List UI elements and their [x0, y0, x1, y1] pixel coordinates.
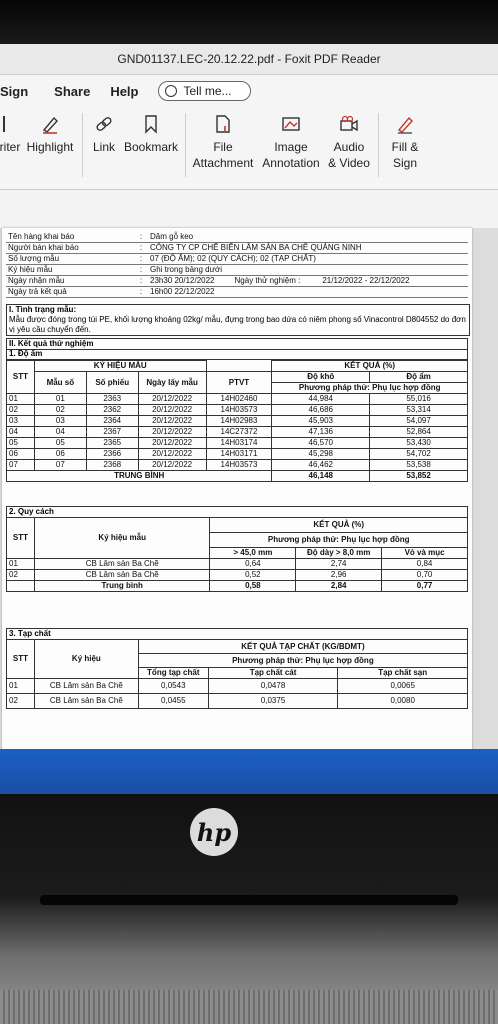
- impurity-cell: 0,0375: [208, 694, 338, 709]
- info-value: [148, 287, 468, 298]
- tool-fill-sign[interactable]: [385, 113, 425, 171]
- info-row: [6, 276, 468, 287]
- test-results-title: II. Kết quả thử nghiệm: [6, 338, 468, 350]
- sample-condition-text: Mẫu được đóng trong túi PE, khối lượng khoảng 02kg/ mẫu, đựng trong bao dứa có niêm phong số Vinacontrol D804552 do đơn vị yêu cầu chuyển đến.: [9, 315, 466, 334]
- t3-col-symbol: Ký hiệu: [34, 640, 138, 679]
- specification-section-title: 2. Quy cách: [6, 506, 468, 518]
- t2-col-length: > 45,0 mm: [210, 548, 296, 559]
- average-label: TRUNG BÌNH: [7, 471, 272, 482]
- tool-bookmark[interactable]: [123, 113, 179, 155]
- impurity-cell: 02: [7, 694, 35, 709]
- moisture-cell: 04: [34, 427, 86, 438]
- col-stt: STT: [7, 361, 35, 394]
- t2-col-result: KẾT QUẢ (%): [210, 518, 468, 533]
- audio-video-icon: [339, 113, 359, 135]
- moisture-cell: 2367: [86, 427, 138, 438]
- col-sample-symbol: KÝ HIỆU MẪU: [34, 361, 206, 372]
- specification-cell: CB Lâm sản Ba Chẽ: [34, 570, 210, 581]
- t3-col-grit: Tạp chất sạn: [338, 668, 468, 679]
- sample-condition-title: I. Tình trạng mẫu:: [9, 305, 77, 314]
- t3-col-result: KẾT QUẢ TẠP CHẤT (KG/BDMT): [138, 640, 467, 654]
- menu-bar: [0, 75, 498, 107]
- file-attachment-icon: [213, 113, 233, 135]
- moisture-cell: 14C27372: [206, 427, 272, 438]
- t3-col-sand: Tạp chất cát: [208, 668, 338, 679]
- window-title: GND01137.LEC-20.12.22.pdf - Foxit PDF Reader: [117, 52, 381, 66]
- t2-col-bark: Vỏ và mục: [382, 548, 468, 559]
- info-value: [148, 254, 468, 265]
- moisture-cell: 02: [34, 405, 86, 416]
- moisture-row: [7, 460, 468, 471]
- info-row: [6, 232, 468, 243]
- speaker-grille: [0, 990, 498, 1024]
- impurity-row: [7, 679, 468, 694]
- info-value-text: Dăm gỗ keo: [150, 232, 194, 241]
- moisture-cell: 14H02983: [206, 416, 272, 427]
- moisture-cell: 55,016: [370, 394, 468, 405]
- tool-file-attachment-label: File Attachment: [192, 140, 254, 170]
- moisture-cell: 03: [34, 416, 86, 427]
- moisture-row: [7, 405, 468, 416]
- test-date-label: Ngày thử nghiệm :: [234, 276, 301, 285]
- info-colon: :: [134, 265, 148, 276]
- tool-link-label: Link: [92, 140, 115, 154]
- t2-col-stt: STT: [7, 518, 35, 559]
- sample-info-table: [6, 232, 468, 298]
- tool-highlight-label: Highlight: [26, 140, 74, 154]
- moisture-cell: 01: [7, 394, 35, 405]
- col-test-method: Phương pháp thử: Phụ lục hợp đồng: [272, 383, 468, 394]
- specification-average-row: [7, 581, 468, 592]
- test-date-value: 21/12/2022 - 22/12/2022: [322, 276, 410, 285]
- average-value: 2,84: [296, 581, 382, 592]
- impurity-cell: 0,0478: [208, 679, 338, 694]
- average-value: 53,852: [370, 471, 468, 482]
- col-sampling-date: Ngày lấy mẫu: [138, 372, 206, 394]
- info-label: Số lượng mẫu: [6, 254, 134, 265]
- average-value: 0,77: [382, 581, 468, 592]
- tool-bookmark-label: Bookmark: [123, 140, 179, 154]
- moisture-cell: 53,314: [370, 405, 468, 416]
- moisture-cell: 54,702: [370, 449, 468, 460]
- ribbon-separator: [185, 113, 186, 177]
- info-row: [6, 254, 468, 265]
- moisture-cell: 20/12/2022: [138, 449, 206, 460]
- moisture-cell: 14H03573: [206, 460, 272, 471]
- moisture-cell: 03: [7, 416, 35, 427]
- moisture-cell: 06: [34, 449, 86, 460]
- moisture-cell: 04: [7, 427, 35, 438]
- impurity-cell: 0,0080: [338, 694, 468, 709]
- tool-fill-sign-label: Fill & Sign: [391, 140, 419, 170]
- tool-highlight[interactable]: [24, 113, 76, 155]
- impurity-cell: 0,0543: [138, 679, 208, 694]
- lightbulb-icon: [165, 85, 177, 97]
- fill-sign-icon: [395, 113, 415, 135]
- col-dryness: Độ khô: [272, 372, 370, 383]
- specification-cell: 02: [7, 570, 35, 581]
- info-value-text: Ghi trong bảng dưới: [150, 265, 222, 274]
- moisture-cell: 20/12/2022: [138, 427, 206, 438]
- tool-image-annotation-label: Image Annotation: [262, 140, 320, 170]
- moisture-cell: 46,462: [272, 460, 370, 471]
- col-moisture: Độ ẩm: [370, 372, 468, 383]
- screen: [0, 44, 498, 794]
- document-viewport[interactable]: [0, 228, 498, 794]
- info-colon: :: [134, 243, 148, 254]
- t3-col-method: Phương pháp thử: Phụ lục hợp đồng: [138, 654, 467, 668]
- moisture-cell: 20/12/2022: [138, 438, 206, 449]
- desktop-background: [0, 749, 498, 794]
- highlight-icon: [40, 113, 60, 135]
- moisture-cell: 14H03573: [206, 405, 272, 416]
- moisture-cell: 54,097: [370, 416, 468, 427]
- moisture-cell: 06: [7, 449, 35, 460]
- ribbon-separator: [378, 113, 379, 177]
- moisture-cell: 2368: [86, 460, 138, 471]
- impurity-table: [6, 639, 468, 709]
- moisture-row: [7, 394, 468, 405]
- bookmark-icon: [141, 113, 161, 135]
- specification-cell: 0,70: [382, 570, 468, 581]
- tool-link[interactable]: [89, 113, 119, 155]
- moisture-cell: 47,136: [272, 427, 370, 438]
- moisture-cell: 44,984: [272, 394, 370, 405]
- impurity-cell: CB Lâm sản Ba Chẽ: [34, 694, 138, 709]
- tool-audio-video[interactable]: [326, 113, 372, 171]
- moisture-cell: 2366: [86, 449, 138, 460]
- moisture-section-title: 1. Độ ẩm: [6, 349, 468, 360]
- impurity-cell: CB Lâm sản Ba Chẽ: [34, 679, 138, 694]
- info-label: Ngày trả kết quả: [6, 287, 134, 298]
- typewriter-icon: [0, 113, 20, 135]
- moisture-cell: 2362: [86, 405, 138, 416]
- moisture-cell: 14H02460: [206, 394, 272, 405]
- tell-me-label: Tell me...: [183, 84, 232, 98]
- moisture-cell: 45,298: [272, 449, 370, 460]
- t2-col-symbol: Ký hiệu mẫu: [34, 518, 210, 559]
- menu-sign[interactable]: Sign: [0, 83, 29, 99]
- info-value: [148, 276, 468, 287]
- moisture-cell: 46,570: [272, 438, 370, 449]
- moisture-cell: 20/12/2022: [138, 460, 206, 471]
- hp-logo: hp: [190, 808, 238, 856]
- pdf-page: [2, 228, 472, 758]
- info-colon: :: [134, 232, 148, 243]
- tool-image-annotation[interactable]: [260, 113, 322, 171]
- moisture-row: [7, 416, 468, 427]
- info-label: Ký hiệu mẫu: [6, 265, 134, 276]
- tool-typewriter-label: riter: [0, 140, 21, 154]
- menu-share[interactable]: Share: [54, 83, 91, 99]
- moisture-cell: 02: [7, 405, 35, 416]
- info-label: Tên hàng khai báo: [6, 232, 134, 243]
- info-value-text: 07 (ĐỘ ẨM); 02 (QUY CÁCH); 02 (TẠP CHẤT): [150, 254, 316, 263]
- moisture-row: [7, 449, 468, 460]
- info-value: [148, 232, 468, 243]
- specification-row: [7, 570, 468, 581]
- info-value: [148, 243, 468, 254]
- info-value-text: 23h30 20/12/2022: [150, 276, 215, 285]
- empty-cell: [7, 581, 35, 592]
- col-vehicle: PTVT: [206, 372, 272, 394]
- link-icon: [94, 113, 114, 135]
- moisture-table: [6, 360, 468, 482]
- impurity-section-title: 3. Tạp chất: [6, 628, 468, 640]
- impurity-cell: 0,0065: [338, 679, 468, 694]
- info-row: [6, 243, 468, 254]
- moisture-cell: 14H03174: [206, 438, 272, 449]
- moisture-average-row: [7, 471, 468, 482]
- impurity-cell: 01: [7, 679, 35, 694]
- info-label: Người bán khai báo: [6, 243, 134, 254]
- moisture-cell: 53,538: [370, 460, 468, 471]
- moisture-cell: 46,686: [272, 405, 370, 416]
- average-label: Trung bình: [34, 581, 210, 592]
- moisture-row: [7, 438, 468, 449]
- moisture-cell: 2365: [86, 438, 138, 449]
- average-value: 46,148: [272, 471, 370, 482]
- specification-cell: 2,74: [296, 559, 382, 570]
- moisture-cell: 01: [34, 394, 86, 405]
- moisture-cell: 07: [34, 460, 86, 471]
- specification-row: [7, 559, 468, 570]
- tool-file-attachment[interactable]: [192, 113, 254, 171]
- specification-cell: 2,96: [296, 570, 382, 581]
- tool-audio-video-label: Audio & Video: [328, 140, 370, 170]
- t3-col-stt: STT: [7, 640, 35, 679]
- info-colon: :: [134, 287, 148, 298]
- specification-cell: CB Lâm sản Ba Chẽ: [34, 559, 210, 570]
- moisture-cell: 52,864: [370, 427, 468, 438]
- moisture-cell: 2364: [86, 416, 138, 427]
- menu-help[interactable]: Help: [110, 83, 139, 99]
- ribbon-separator: [82, 113, 83, 177]
- tool-typewriter[interactable]: [0, 113, 24, 155]
- specification-table: [6, 517, 468, 592]
- moisture-cell: 2363: [86, 394, 138, 405]
- moisture-row: [7, 427, 468, 438]
- info-row: [6, 287, 468, 298]
- laptop-bezel-top: [0, 0, 498, 44]
- window-titlebar: [0, 44, 498, 75]
- moisture-cell: 20/12/2022: [138, 405, 206, 416]
- specification-cell: 0,52: [210, 570, 296, 581]
- moisture-cell: 20/12/2022: [138, 394, 206, 405]
- average-value: 0,58: [210, 581, 296, 592]
- specification-cell: 0,84: [382, 559, 468, 570]
- info-colon: :: [134, 254, 148, 265]
- col-ticket-no: Số phiếu: [86, 372, 138, 394]
- t2-col-thickness: Độ dày > 8,0 mm: [296, 548, 382, 559]
- moisture-cell: 14H03171: [206, 449, 272, 460]
- info-row: [6, 265, 468, 276]
- ribbon-toolbar: [0, 107, 498, 190]
- col-result: KẾT QUẢ (%): [272, 361, 468, 372]
- moisture-cell: 53,430: [370, 438, 468, 449]
- image-annotation-icon: [281, 113, 301, 135]
- tell-me-search[interactable]: [158, 81, 250, 101]
- specification-cell: 01: [7, 559, 35, 570]
- impurity-cell: 0,0455: [138, 694, 208, 709]
- moisture-cell: 20/12/2022: [138, 416, 206, 427]
- moisture-cell: 07: [7, 460, 35, 471]
- moisture-cell: 05: [7, 438, 35, 449]
- laptop-hinge: [40, 895, 458, 905]
- t2-col-method: Phương pháp thử: Phụ lục hợp đồng: [210, 533, 468, 548]
- info-value: [148, 265, 468, 276]
- info-label: Ngày nhận mẫu: [6, 276, 134, 287]
- impurity-row: [7, 694, 468, 709]
- col-sample-no: Mẫu số: [34, 372, 86, 394]
- t3-col-total: Tổng tạp chất: [138, 668, 208, 679]
- moisture-cell: 05: [34, 438, 86, 449]
- info-value-text: 16h00 22/12/2022: [150, 287, 215, 296]
- moisture-cell: 45,903: [272, 416, 370, 427]
- sample-condition-block: [6, 304, 470, 336]
- info-colon: :: [134, 276, 148, 287]
- specification-cell: 0,64: [210, 559, 296, 570]
- info-value-text: CÔNG TY CP CHẾ BIẾN LÂM SẢN BA CHẼ QUẢNG NINH: [150, 243, 362, 252]
